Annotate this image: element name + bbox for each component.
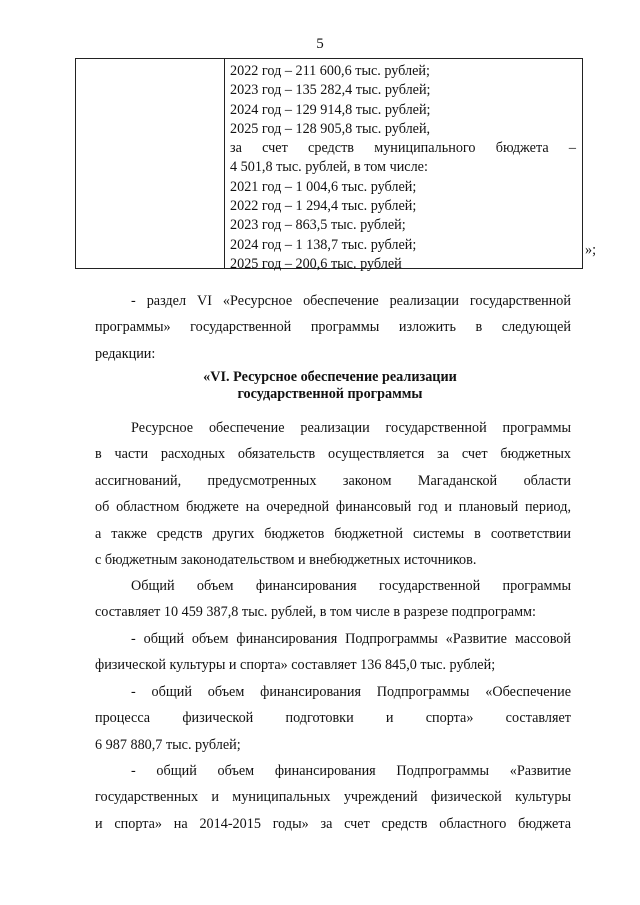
table-closing-quote: »; — [585, 242, 597, 258]
text-line: об областном бюджете на очередной финансовый год и плановый период, — [95, 499, 571, 516]
text-line: ассигнований, предусмотренных законом Магаданской области — [95, 472, 571, 489]
intro-paragraph — [95, 288, 571, 367]
page-number: 5 — [316, 36, 324, 52]
text-line: а также средств других бюджетов бюджетной системы в соответствии — [95, 525, 571, 542]
text-line: программы» государственной программы изложить в следующей — [95, 319, 571, 336]
text-line: - общий объем финансирования Подпрограммы «Обеспечение — [131, 684, 571, 700]
text-line: процесса физической подготовки и спорта» составляет — [95, 710, 571, 727]
table-line: 2024 год – 1 138,7 тыс. рублей; — [230, 236, 417, 253]
section-heading — [0, 369, 640, 403]
text-line: в части расходных обязательств осуществляется за счет бюджетных — [95, 446, 571, 463]
text-line: - общий объем финансирования Подпрограммы «Развитие массовой — [131, 631, 571, 647]
text-line: Общий объем финансирования государственной программы — [131, 578, 571, 594]
text-line: с бюджетным законодательством и внебюджетных источников. — [95, 552, 477, 569]
paragraph-total — [95, 573, 571, 626]
heading-line: государственной программы — [237, 386, 423, 402]
table-line: 2025 год – 200,6 тыс. рублей — [230, 255, 402, 272]
bullet-training — [95, 679, 571, 758]
text-line: Ресурсное обеспечение реализации государственной программы — [131, 420, 571, 436]
text-line: государственных и муниципальных учреждений физической культуры — [95, 789, 571, 806]
table-line: 2021 год – 1 004,6 тыс. рублей; — [230, 178, 417, 195]
table-line: 2022 год – 211 600,6 тыс. рублей; — [230, 63, 430, 79]
table-column-divider — [224, 59, 225, 268]
table-line: 2023 год – 863,5 тыс. рублей; — [230, 217, 406, 234]
table-line: 2025 год – 128 905,8 тыс. рублей, — [230, 120, 431, 137]
funding-table — [75, 58, 583, 272]
text-line: - раздел VI «Ресурсное обеспечение реализации государственной — [131, 293, 571, 309]
text-line: редакции: — [95, 345, 156, 362]
text-line: и спорта» на 2014-2015 годы» за счет средств областного бюджета — [95, 815, 571, 832]
text-line: 6 987 880,7 тыс. рублей; — [95, 736, 241, 753]
table-line: 2024 год – 129 914,8 тыс. рублей; — [230, 101, 431, 118]
paragraph-resources — [95, 415, 571, 573]
table-line: 4 501,8 тыс. рублей, в том числе: — [230, 159, 428, 176]
table-line: 2022 год – 1 294,4 тыс. рублей; — [230, 198, 417, 215]
text-line: составляет 10 459 387,8 тыс. рублей, в том числе в разрезе подпрограмм: — [95, 604, 536, 621]
table-line: 2023 год – 135 282,4 тыс. рублей; — [230, 82, 431, 99]
table-line: за счет средств муниципального бюджета – — [230, 140, 576, 157]
table-cell — [230, 62, 576, 274]
bullet-mass-sport — [95, 626, 571, 679]
bullet-institutions — [95, 758, 571, 837]
text-line: физической культуры и спорта» составляет 136 845,0 тыс. рублей; — [95, 657, 496, 674]
text-line: - общий объем финансирования Подпрограммы «Развитие — [131, 763, 571, 779]
heading-line: «VI. Ресурсное обеспечение реализации — [203, 369, 457, 385]
